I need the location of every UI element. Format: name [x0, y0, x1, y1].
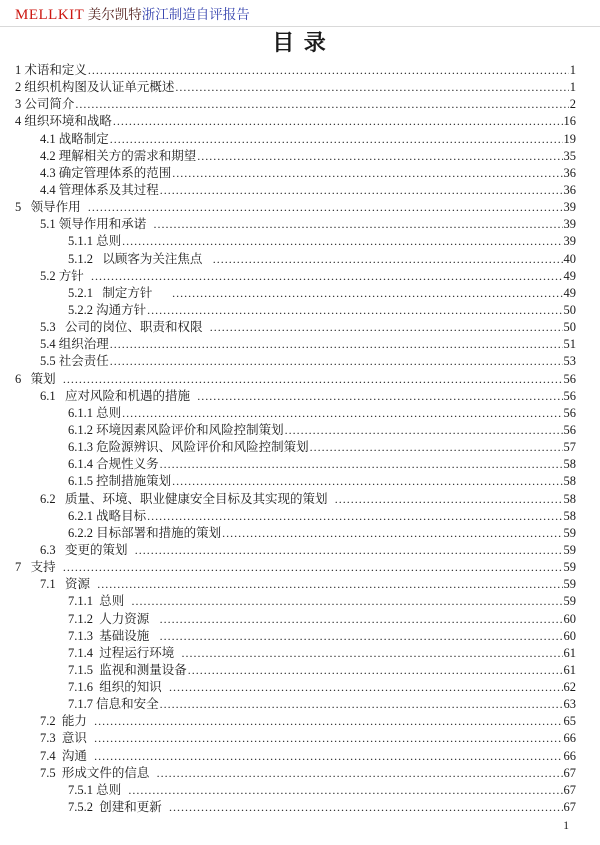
- toc-entry-label: 6.1.3 危险源辨识、风险评价和风险控制策划: [68, 440, 309, 455]
- dotted-leader: [222, 526, 562, 541]
- toc-entry-label: 6.1.2 环境因素风险评价和风险控制策划: [68, 422, 284, 437]
- toc-entry: [15, 780, 576, 797]
- dotted-leader: [335, 492, 563, 507]
- toc-entry: [15, 437, 576, 454]
- dotted-leader: [122, 406, 562, 421]
- toc-entry: [15, 574, 576, 591]
- toc-entry-page-number: 67: [563, 782, 576, 797]
- toc-entry-page-number: 62: [563, 680, 576, 695]
- toc-entry: [15, 763, 576, 780]
- dotted-leader: [88, 200, 563, 215]
- brand-chinese-name: 美尔凯特: [84, 7, 142, 22]
- dotted-leader: [197, 149, 562, 164]
- footer-page-number: 1: [563, 820, 569, 832]
- toc-entry: [15, 300, 576, 317]
- toc-entry: [15, 129, 576, 146]
- toc-entry-page-number: 59: [563, 542, 576, 557]
- dotted-leader: [135, 543, 563, 558]
- toc-entry: [15, 591, 576, 608]
- toc-entry: [15, 728, 576, 745]
- toc-entry-label: 7.1.3 基础设施: [68, 628, 159, 643]
- toc-entry-page-number: 58: [563, 474, 576, 489]
- toc-entry-label: 7.2 能力: [40, 714, 94, 729]
- toc-entry-page-number: 50: [563, 320, 576, 335]
- dotted-leader: [132, 594, 563, 609]
- dotted-leader: [169, 800, 562, 815]
- dotted-leader: [110, 337, 563, 352]
- toc-entry: [15, 77, 576, 94]
- dotted-leader: [213, 252, 563, 267]
- toc-title: 目 录: [272, 30, 328, 55]
- toc-entry: [15, 214, 576, 231]
- toc-entry-label: 7.1 资源: [40, 577, 97, 592]
- toc-entry-page-number: 60: [563, 628, 576, 643]
- toc-entry: [15, 797, 576, 814]
- dotted-leader: [147, 303, 562, 318]
- dotted-leader: [94, 731, 562, 746]
- toc-entry: [15, 334, 576, 351]
- dotted-leader: [154, 217, 563, 232]
- toc-entry-page-number: 39: [563, 234, 576, 249]
- toc-entry-label: 4.4 管理体系及其过程: [40, 182, 159, 197]
- toc-entry-page-number: 60: [563, 611, 576, 626]
- toc-entry-label: 7.3 意识: [40, 731, 94, 746]
- toc-entry-label: 4.3 确定管理体系的范围: [40, 165, 172, 180]
- toc-entry-label: 6 策划: [15, 371, 62, 386]
- toc-entry-label: 5.1 领导作用和承诺: [40, 217, 153, 232]
- toc-entry-label: 2 组织机构图及认证单元概述: [15, 80, 175, 95]
- document-title-text: 浙江制造自评报告: [141, 7, 250, 22]
- toc-entry: [15, 111, 576, 128]
- toc-entry: [15, 351, 576, 368]
- toc-entry: [15, 317, 576, 334]
- dotted-leader: [310, 440, 563, 455]
- toc-entry-page-number: 59: [563, 577, 576, 592]
- toc-entry-label: 5.5 社会责任: [40, 354, 109, 369]
- toc-entry-label: 7.1.5 监视和测量设备: [68, 662, 187, 677]
- toc-entry-page-number: 1: [569, 63, 576, 77]
- dotted-leader: [160, 629, 563, 644]
- dotted-leader: [63, 560, 563, 575]
- toc-entry-label: 6.2.2 目标部署和措施的策划: [68, 525, 222, 540]
- toc-entry-page-number: 63: [563, 697, 576, 712]
- toc-entry: [15, 249, 576, 266]
- toc-entry-page-number: 61: [563, 645, 576, 660]
- toc-entry-page-number: 56: [563, 388, 576, 403]
- toc-entry: [15, 146, 576, 163]
- dotted-leader: [160, 457, 563, 472]
- toc-entry-page-number: 59: [563, 594, 576, 609]
- toc-entry: [15, 471, 576, 488]
- toc-entry-page-number: 66: [563, 731, 576, 746]
- toc-entry: [15, 660, 576, 677]
- toc-entry-page-number: 58: [563, 457, 576, 472]
- brand-logo-text: MELLKIT: [15, 7, 85, 23]
- toc-entry: [15, 694, 576, 711]
- dotted-leader: [88, 63, 569, 78]
- toc-entry-page-number: 36: [563, 165, 576, 180]
- toc-entry: [15, 523, 576, 540]
- toc-entry-page-number: 59: [563, 525, 576, 540]
- dotted-leader: [160, 183, 563, 198]
- toc-entry-label: 5.3 公司的岗位、职责和权限: [40, 320, 209, 335]
- toc-entry-label: 6.1.5 控制措施策划: [68, 474, 172, 489]
- toc-entry: [15, 746, 576, 763]
- dotted-leader: [172, 474, 562, 489]
- toc-entry-page-number: 35: [563, 148, 576, 163]
- dotted-leader: [197, 389, 562, 404]
- toc-entry-label: 7.4 沟通: [40, 748, 94, 763]
- toc-entry-page-number: 1: [569, 80, 576, 95]
- toc-entry: [15, 677, 576, 694]
- toc-entry-page-number: 56: [563, 371, 576, 386]
- dotted-leader: [175, 80, 568, 95]
- toc-entry: [15, 180, 576, 197]
- toc-entry-label: 7.5 形成文件的信息: [40, 765, 156, 780]
- toc-entry-label: 1 术语和定义: [15, 63, 87, 77]
- dotted-leader: [285, 423, 563, 438]
- toc-entry-label: 5.1.1 总则: [68, 234, 122, 249]
- toc-entry-page-number: 36: [563, 182, 576, 197]
- toc-entry-page-number: 39: [563, 200, 576, 215]
- toc-entry: [15, 489, 576, 506]
- toc-entry: [15, 711, 576, 728]
- toc-entry-label: 4 组织环境和战略: [15, 114, 112, 129]
- toc-entry: [15, 163, 576, 180]
- toc-entry-label: 3 公司简介: [15, 97, 75, 112]
- dotted-leader: [160, 612, 563, 627]
- toc-entry-page-number: 56: [563, 422, 576, 437]
- toc-entry-page-number: 53: [563, 354, 576, 369]
- toc-entry: [15, 420, 576, 437]
- toc-entry: [15, 369, 576, 386]
- toc-entry: [15, 94, 576, 111]
- toc-entry: [15, 626, 576, 643]
- toc-entry: [15, 403, 576, 420]
- dotted-leader: [172, 166, 562, 181]
- toc-entry: [15, 454, 576, 471]
- toc-entry-label: 7.5.1 总则: [68, 782, 128, 797]
- toc-entry-label: 5.1.2 以顾客为关注焦点: [68, 251, 212, 266]
- dotted-leader: [91, 269, 562, 284]
- dotted-leader: [110, 132, 563, 147]
- toc-entry-label: 6.2 质量、环境、职业健康安全目标及其实现的策划: [40, 491, 334, 506]
- dotted-leader: [63, 372, 563, 387]
- dotted-leader: [160, 697, 563, 712]
- toc-entry-label: 4.1 战略制定: [40, 131, 109, 146]
- toc-entry-label: 5 领导作用: [15, 200, 87, 215]
- toc-entry-label: 4.2 理解相关方的需求和期望: [40, 148, 197, 163]
- toc-entry-page-number: 59: [563, 560, 576, 575]
- toc-entry: [15, 231, 576, 248]
- toc-entry: [15, 540, 576, 557]
- dotted-leader: [172, 286, 562, 301]
- toc-entry-page-number: 57: [563, 440, 576, 455]
- toc-entry-label: 7 支持: [15, 560, 62, 575]
- dotted-leader: [122, 234, 562, 249]
- toc-entry-label: 6.1.4 合规性义务: [68, 457, 159, 472]
- toc-entry: [15, 386, 576, 403]
- toc-entry-label: 6.3 变更的策划: [40, 542, 134, 557]
- page-header: [0, 0, 600, 27]
- dotted-leader: [97, 577, 562, 592]
- toc-entry-label: 6.1.1 总则: [68, 405, 122, 420]
- dotted-leader: [210, 320, 563, 335]
- toc-entry-label: 7.1.1 总则: [68, 594, 131, 609]
- toc-entry-label: 7.1.4 过程运行环境: [68, 645, 181, 660]
- toc-entry-page-number: 66: [563, 748, 576, 763]
- toc-entry-page-number: 19: [563, 131, 576, 146]
- toc-entry-label: 5.2.2 沟通方针: [68, 302, 147, 317]
- toc-entry-page-number: 49: [563, 285, 576, 300]
- toc-entry: [15, 643, 576, 660]
- dotted-leader: [110, 354, 563, 369]
- toc-entry-page-number: 56: [563, 405, 576, 420]
- dotted-leader: [157, 766, 563, 781]
- toc-entry-label: 7.1.6 组织的知识: [68, 680, 169, 695]
- toc-entry-page-number: 65: [563, 714, 576, 729]
- toc-entry: [15, 60, 576, 77]
- toc-entry-page-number: 39: [563, 217, 576, 232]
- toc-entry-label: 7.1.2 人力资源: [68, 611, 159, 626]
- toc-entry: [15, 557, 576, 574]
- dotted-leader: [182, 646, 563, 661]
- dotted-leader: [147, 509, 562, 524]
- dotted-leader: [113, 114, 563, 129]
- toc-entry: [15, 266, 576, 283]
- toc-entry-label: 5.2.1 制定方针: [68, 285, 172, 300]
- toc-entry-label: 6.1 应对风险和机遇的措施: [40, 388, 197, 403]
- dotted-leader: [75, 97, 568, 112]
- dotted-leader: [169, 680, 562, 695]
- dotted-leader: [188, 663, 563, 678]
- toc-entry-label: 5.4 组织治理: [40, 337, 109, 352]
- toc-entry-label: 5.2 方针: [40, 268, 91, 283]
- toc-entry-page-number: 16: [563, 114, 576, 129]
- toc-entry-page-number: 58: [563, 508, 576, 523]
- toc-list: [0, 58, 600, 814]
- toc-entry-page-number: 51: [563, 337, 576, 352]
- toc-entry-page-number: 49: [563, 268, 576, 283]
- toc-entry-page-number: 67: [563, 765, 576, 780]
- toc-entry: [15, 506, 576, 523]
- toc-entry: [15, 283, 576, 300]
- toc-entry: [15, 609, 576, 626]
- toc-entry-page-number: 2: [569, 97, 576, 112]
- toc-entry-page-number: 67: [563, 800, 576, 815]
- dotted-leader: [128, 783, 562, 798]
- dotted-leader: [94, 714, 562, 729]
- dotted-leader: [94, 749, 562, 764]
- toc-entry-page-number: 50: [563, 302, 576, 317]
- toc-entry-label: 6.2.1 战略目标: [68, 508, 147, 523]
- toc-entry-label: 7.1.7 信息和安全: [68, 697, 159, 712]
- toc-entry-page-number: 61: [563, 662, 576, 677]
- toc-entry: [15, 197, 576, 214]
- toc-entry-page-number: 58: [563, 491, 576, 506]
- toc-entry-page-number: 40: [563, 251, 576, 266]
- toc-entry-label: 7.5.2 创建和更新: [68, 800, 169, 815]
